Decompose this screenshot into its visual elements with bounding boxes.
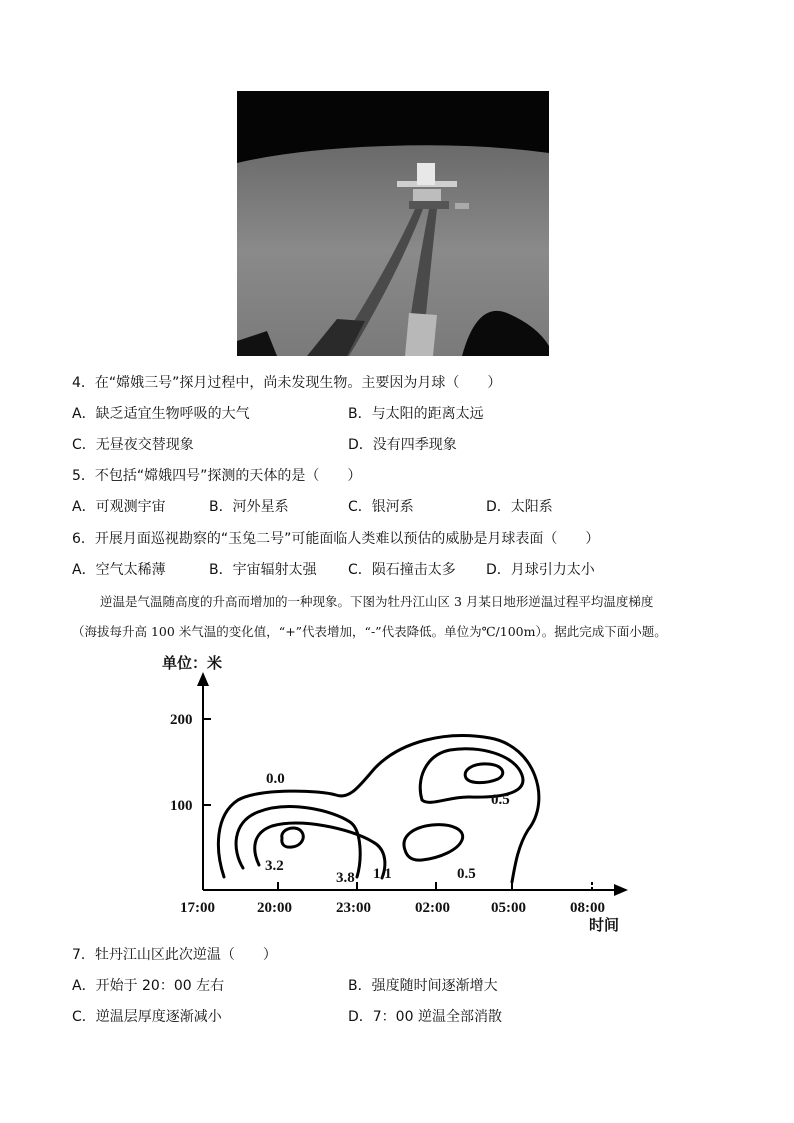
intro-line-2: （海拔每升高 100 米气温的变化值，“+”代表增加，“-”代表降低。单位为℃/100m）。据此完成下面小题。 — [72, 624, 667, 639]
intro-line-1: 逆温是气温随高度的升高而增加的一种现象。下图为牡丹江山区 3 月某日地形逆温过程平均温度梯度 — [100, 594, 654, 609]
y-axis-arrow — [197, 672, 209, 686]
question-5-option-d[interactable]: D．太阳系 — [486, 499, 553, 515]
question-4-option-a[interactable]: A．缺乏适宜生物呼吸的大气 — [72, 406, 250, 422]
question-5-option-b[interactable]: B．河外星系 — [209, 499, 289, 515]
lunar-rover-photo — [237, 91, 549, 356]
y-axis-title: 单位：米 — [162, 654, 223, 672]
question-7-option-d[interactable]: D．7：00 逆温全部消散 — [348, 1009, 502, 1025]
y-tick-label-200: 200 — [170, 712, 193, 728]
x-tick-label-0200: 02:00 — [415, 900, 450, 916]
x-axis-title: 时间 — [589, 916, 620, 934]
y-tick-label-100: 100 — [170, 798, 193, 814]
contour-0-5-lower — [404, 825, 463, 860]
question-7-option-b[interactable]: B．强度随时间逐渐增大 — [348, 978, 498, 994]
question-4-option-d[interactable]: D．没有四季现象 — [348, 437, 457, 453]
question-6-option-a[interactable]: A．空气太稀薄 — [72, 562, 166, 578]
question-7-option-a[interactable]: A．开始于 20：00 左右 — [72, 978, 225, 994]
x-tick-label-0500: 05:00 — [491, 900, 526, 916]
contour-label-0-5-lower: 0.5 — [457, 866, 476, 882]
contour-plot — [160, 650, 640, 940]
question-7-option-c[interactable]: C．逆温层厚度逐渐减小 — [72, 1009, 222, 1025]
contour-label-3-8: 3.8 — [336, 870, 355, 886]
contour-label-3-2: 3.2 — [265, 858, 284, 874]
x-axis-arrow — [614, 884, 628, 896]
question-6-option-b[interactable]: B．宇宙辐射太强 — [209, 562, 317, 578]
contour-3-2 — [282, 828, 303, 847]
x-tick-label-0800: 08:00 — [570, 900, 605, 916]
x-tick-label-2000: 20:00 — [257, 900, 292, 916]
question-4-option-b[interactable]: B．与太阳的距离太远 — [348, 406, 484, 422]
question-4-option-c[interactable]: C．无昼夜交替现象 — [72, 437, 194, 453]
contour-label-0-5-upper: 0.5 — [491, 792, 510, 808]
x-tick-label-1700: 17:00 — [180, 900, 215, 916]
question-7-stem: 7．牡丹江山区此次逆温（ ） — [72, 947, 277, 963]
contour-upper-core — [465, 764, 503, 783]
question-5-option-a[interactable]: A．可观测宇宙 — [72, 499, 166, 515]
question-4-stem: 4．在“嫦娥三号”探月过程中，尚未发现生物。主要因为月球（ ） — [72, 375, 502, 391]
question-6-option-d[interactable]: D．月球引力太小 — [486, 562, 595, 578]
question-5-stem: 5．不包括“嫦娥四号”探测的天体的是（ ） — [72, 468, 362, 484]
contour-label-1-1: 1.1 — [373, 866, 392, 882]
inversion-contour-diagram — [160, 650, 640, 940]
x-tick-label-2300: 23:00 — [336, 900, 371, 916]
question-6-stem: 6．开展月面巡视勘察的“玉兔二号”可能面临人类难以预估的威胁是月球表面（ ） — [72, 531, 600, 547]
question-6-option-c[interactable]: C．陨石撞击太多 — [348, 562, 456, 578]
question-5-option-c[interactable]: C．银河系 — [348, 499, 414, 515]
contour-label-0-0: 0.0 — [266, 771, 285, 787]
